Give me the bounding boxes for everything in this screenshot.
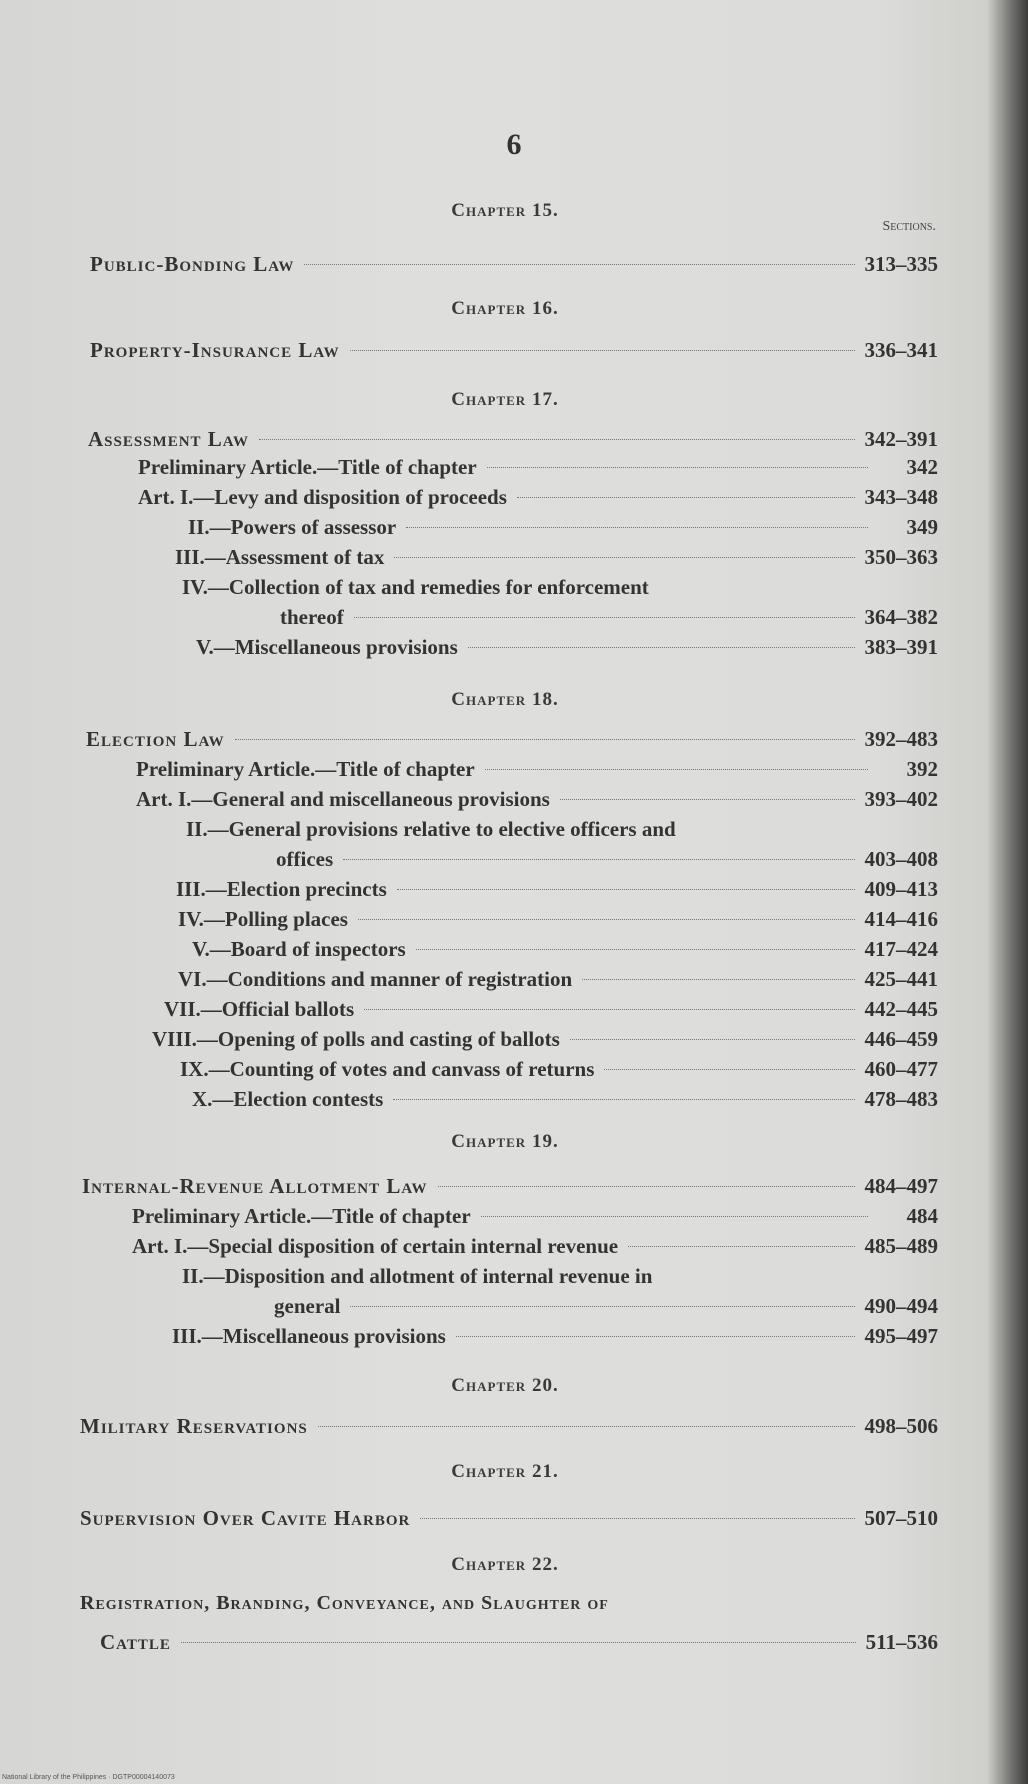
page-number: 6 [506,128,522,161]
entry-sections: 392 [906,757,938,781]
entry-sections: 343–348 [864,485,938,509]
entry-title: Public-Bonding Law [90,252,295,276]
entry-title: Art. I.—General and miscellaneous provisions [136,787,550,811]
dot-leader [235,739,855,740]
entry-sections: 393–402 [864,787,938,811]
entry-title: IV.—Polling places [178,907,348,931]
dot-leader [604,1069,854,1070]
dot-leader [394,557,854,558]
entry-title: Internal-Revenue Allotment Law [82,1174,428,1198]
toc-article-entry [136,787,938,812]
toc-article-entry [164,997,938,1022]
dot-leader [468,647,855,648]
scan-watermark: National Library of the Philippines · DGTP00004140073 [2,1774,175,1781]
dot-leader [343,859,854,860]
dot-leader [570,1039,855,1040]
entry-sections: 511–536 [865,1630,938,1654]
chapter-heading: Chapter 17. [451,389,559,410]
dot-leader [438,1186,855,1187]
dot-leader [628,1246,854,1247]
entry-sections: 460–477 [864,1057,938,1081]
dot-leader [181,1642,856,1643]
toc-article-entry [132,1204,938,1229]
chapter-heading: Chapter 20. [451,1375,559,1396]
chapter-heading: Chapter 16. [451,298,559,319]
toc-article-entry [280,605,938,630]
dot-leader [358,919,855,920]
dot-leader [582,979,854,980]
dot-leader [318,1426,855,1427]
entry-sections: 498–506 [864,1414,938,1438]
entry-title: Preliminary Article.—Title of chapter [138,455,477,479]
toc-article-entry [138,485,938,510]
dot-leader [393,1099,854,1100]
entry-title: VIII.—Opening of polls and casting of ballots [152,1027,560,1051]
entry-title: VII.—Official ballots [164,997,355,1021]
entry-title: Election Law [86,727,225,751]
entry-title: Preliminary Article.—Title of chapter [136,757,475,781]
toc-article-entry [175,545,938,570]
entry-title: Cattle [100,1630,171,1654]
toc-article-entry [180,1057,938,1082]
toc-chapter-entry [80,1506,938,1531]
toc-article-entry [152,1027,938,1052]
entry-title: Art. I.—Special disposition of certain internal revenue [132,1234,619,1258]
dot-leader [350,1306,854,1307]
toc-chapter-entry [82,1174,938,1199]
toc-article-entry [138,455,938,480]
toc-article-entry [192,937,938,962]
entry-title: Military Reservations [80,1414,308,1438]
entry-sections: 484–497 [864,1174,938,1198]
dot-leader [416,949,855,950]
dot-leader [259,439,855,440]
chapter-heading: Chapter 22. [451,1554,559,1575]
entry-sections: 409–413 [864,877,938,901]
sections-column-label: Sections. [882,219,936,234]
chapter-heading: Chapter 15. [451,200,559,221]
entry-title-line: Registration, Branding, Conveyance, and Slaughter of [80,1592,609,1614]
entry-title: thereof [280,605,344,629]
entry-sections: 446–459 [864,1027,938,1051]
dot-leader [481,1216,868,1217]
entry-sections: 478–483 [864,1087,938,1111]
toc-article-entry [178,967,938,992]
toc-article-entry [276,847,938,872]
toc-article-entry [132,1234,938,1259]
entry-title: general [274,1294,341,1318]
toc-article-entry [172,1324,938,1349]
entry-title: Supervision Over Cavite Harbor [80,1506,411,1530]
dot-leader [420,1518,854,1519]
entry-sections: 484 [906,1204,938,1228]
entry-sections: 350–363 [864,545,938,569]
entry-title: offices [276,847,334,871]
toc-article-entry [192,1087,938,1112]
entry-sections: 392–483 [864,727,938,751]
toc-chapter-entry [90,338,938,363]
entry-sections: 442–445 [864,997,938,1021]
chapter-heading: Chapter 21. [451,1461,559,1482]
toc-chapter-entry [80,1414,938,1439]
dot-leader [304,264,854,265]
dot-leader [485,769,868,770]
entry-sections: 414–416 [864,907,938,931]
dot-leader [350,350,855,351]
toc-chapter-entry [86,727,938,752]
entry-title: II.—Powers of assessor [188,515,397,539]
entry-sections: 507–510 [864,1506,938,1530]
entry-sections: 313–335 [864,252,938,276]
entry-sections: 485–489 [864,1234,938,1258]
entry-sections: 342 [906,455,938,479]
dot-leader [354,617,855,618]
dot-leader [397,889,855,890]
entry-title: Art. I.—Levy and disposition of proceeds [138,485,507,509]
entry-title: III.—Assessment of tax [175,545,385,569]
entry-title: III.—Election precincts [176,877,387,901]
dot-leader [406,527,868,528]
entry-title: VI.—Conditions and manner of registration [178,967,573,991]
toc-chapter-entry [90,252,938,277]
entry-sections: 425–441 [864,967,938,991]
chapter-heading: Chapter 18. [451,689,559,710]
entry-title: Assessment Law [88,427,249,451]
entry-title-line: II.—Disposition and allotment of internal revenue in [182,1264,653,1288]
toc-article-entry [188,515,938,540]
toc-chapter-entry [88,427,938,452]
entry-title-line: II.—General provisions relative to elective officers and [186,817,676,841]
entry-sections: 403–408 [864,847,938,871]
toc-article-entry [196,635,938,660]
dot-leader [517,497,855,498]
entry-title: III.—Miscellaneous provisions [172,1324,446,1348]
dot-leader [560,799,855,800]
dot-leader [456,1336,855,1337]
entry-title: X.—Election contests [192,1087,384,1111]
entry-title-line: IV.—Collection of tax and remedies for enforcement [182,575,649,599]
toc-article-entry [136,757,938,782]
entry-sections: 417–424 [864,937,938,961]
entry-title: Preliminary Article.—Title of chapter [132,1204,471,1228]
entry-title: V.—Miscellaneous provisions [196,635,458,659]
dot-leader [364,1009,854,1010]
entry-sections: 364–382 [864,605,938,629]
chapter-heading: Chapter 19. [451,1131,559,1152]
entry-title: V.—Board of inspectors [192,937,406,961]
toc-article-entry [274,1294,938,1319]
entry-sections: 495–497 [864,1324,938,1348]
toc-article-entry [176,877,938,902]
entry-sections: 336–341 [864,338,938,362]
entry-sections: 383–391 [864,635,938,659]
entry-sections: 490–494 [864,1294,938,1318]
entry-sections: 342–391 [864,427,938,451]
entry-sections: 349 [906,515,938,539]
toc-chapter-entry [100,1630,938,1655]
entry-title: IX.—Counting of votes and canvass of returns [180,1057,595,1081]
toc-article-entry [178,907,938,932]
entry-title: Property-Insurance Law [90,338,340,362]
dot-leader [487,467,868,468]
